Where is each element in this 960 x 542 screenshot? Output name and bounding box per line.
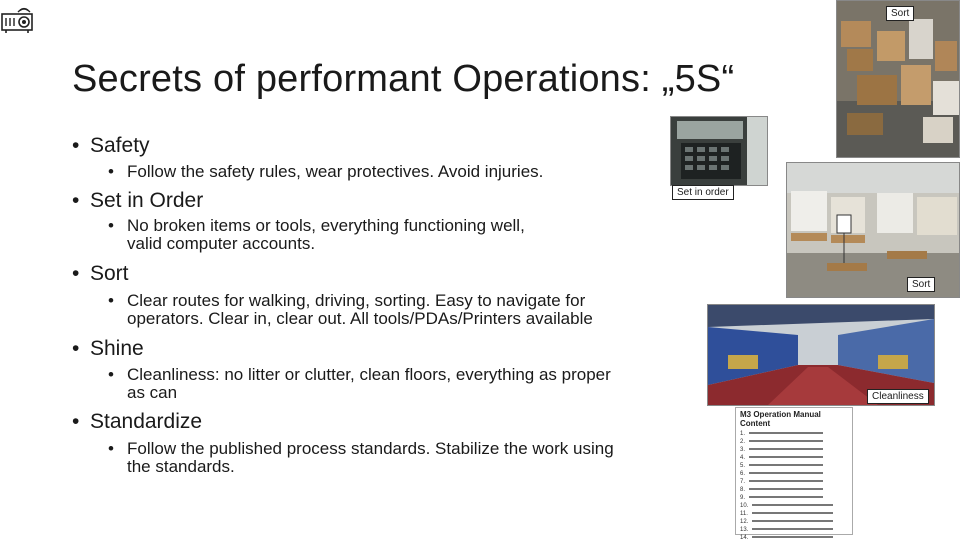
manual-item	[736, 446, 852, 454]
cleanliness-label: Cleanliness	[867, 389, 929, 404]
manual-item-text-line	[752, 504, 833, 506]
manual-item	[736, 518, 852, 526]
sub-bullet-safety: • Follow the safety rules, wear protectives. Avoid injuries.	[108, 162, 544, 181]
sub-bullet-line: No broken items or tools, everything functioning well,	[127, 216, 525, 235]
sub-bullet-shine: • Cleanliness: no litter or clutter, clean floors, everything as proper as can	[108, 365, 611, 402]
bullet-heading: Shine	[90, 337, 144, 360]
manual-title: M3 Operation Manual Content	[740, 410, 821, 428]
manual-item-text-line	[749, 496, 823, 498]
manual-item	[736, 534, 852, 542]
sub-bullet-line: Cleanliness: no litter or clutter, clean floors, everything as proper	[127, 365, 611, 384]
manual-item-number: 1.	[740, 431, 746, 437]
sub-bullet-line: Follow the published process standards. Stabilize the work using	[127, 439, 614, 458]
manual-item	[736, 502, 852, 510]
manual-item-number: 14.	[740, 535, 749, 541]
bullet-set-in-order	[72, 189, 203, 213]
bullet-heading: Sort	[90, 262, 129, 285]
slide-title: Secrets of performant Operations: „5S“	[72, 58, 735, 100]
manual-item-text-line	[749, 488, 823, 490]
manual-item	[736, 486, 852, 494]
bullet-heading: Set in Order	[90, 189, 204, 212]
manual-item-text-line	[749, 480, 823, 482]
manual-item-number: 5.	[740, 463, 746, 469]
bullet-sort	[72, 262, 129, 286]
manual-item-text-line	[752, 536, 833, 538]
bullet-heading: Standardize	[90, 410, 203, 433]
sub-bullet-standardize: • Follow the published process standards. Stabilize the work using the standards.	[108, 439, 614, 476]
manual-item-text-line	[749, 440, 823, 442]
bullet-shine	[72, 337, 144, 361]
sub-bullet-line: as can	[127, 383, 178, 402]
manual-item-text-line	[749, 456, 823, 458]
manual-item-number: 3.	[740, 447, 746, 453]
manual-item-list	[736, 430, 852, 542]
manual-item-number: 4.	[740, 455, 746, 461]
manual-item	[736, 438, 852, 446]
bullet-heading: Safety	[90, 134, 150, 157]
manual-item-number: 13.	[740, 527, 749, 533]
sub-bullet-set-in-order: • No broken items or tools, everything functioning well, valid computer accounts.	[108, 216, 525, 253]
manual-item	[736, 454, 852, 462]
operation-manual-document	[735, 407, 853, 541]
manual-item-number: 11.	[740, 511, 748, 517]
sub-bullet-sort: • Clear routes for walking, driving, sorting. Easy to navigate for operators. Clear in, clear out. All tools/PDAs/Printers available	[108, 291, 593, 328]
projector-icon	[0, 4, 38, 34]
manual-item-text-line	[749, 448, 823, 450]
manual-item-number: 8.	[740, 487, 746, 493]
manual-item	[736, 510, 852, 518]
pda-scanner-photo	[670, 116, 768, 186]
sort-label-mid: Sort	[907, 277, 935, 292]
manual-item	[736, 494, 852, 502]
manual-item	[736, 526, 852, 534]
sub-bullet-line: operators. Clear in, clear out. All tools/PDAs/Printers available	[127, 309, 593, 328]
manual-item-text-line	[752, 512, 833, 514]
manual-item-text-line	[752, 520, 833, 522]
sort-label-top: Sort	[886, 6, 914, 21]
manual-item	[736, 430, 852, 438]
set-in-order-label: Set in order	[672, 185, 734, 200]
bullet-standardize	[72, 410, 202, 434]
manual-item-text-line	[749, 432, 823, 434]
manual-item-text-line	[749, 464, 823, 466]
bullet-safety	[72, 134, 150, 158]
sub-bullet-line: valid computer accounts.	[127, 234, 316, 253]
sub-bullet-line: the standards.	[127, 457, 235, 476]
manual-item-number: 6.	[740, 471, 746, 477]
warehouse-clutter-photo	[836, 0, 960, 158]
manual-item	[736, 470, 852, 478]
manual-item-number: 10.	[740, 503, 749, 509]
manual-item	[736, 462, 852, 470]
sub-bullet-line: Follow the safety rules, wear protectives. Avoid injuries.	[127, 162, 544, 181]
manual-item-text-line	[752, 528, 833, 530]
manual-item-number: 2.	[740, 439, 746, 445]
manual-item-number: 9.	[740, 495, 746, 501]
manual-item-number: 7.	[740, 479, 746, 485]
manual-item-number: 12.	[740, 519, 749, 525]
manual-item	[736, 478, 852, 486]
manual-item-text-line	[749, 472, 823, 474]
sub-bullet-line: Clear routes for walking, driving, sorting. Easy to navigate for	[127, 291, 586, 310]
